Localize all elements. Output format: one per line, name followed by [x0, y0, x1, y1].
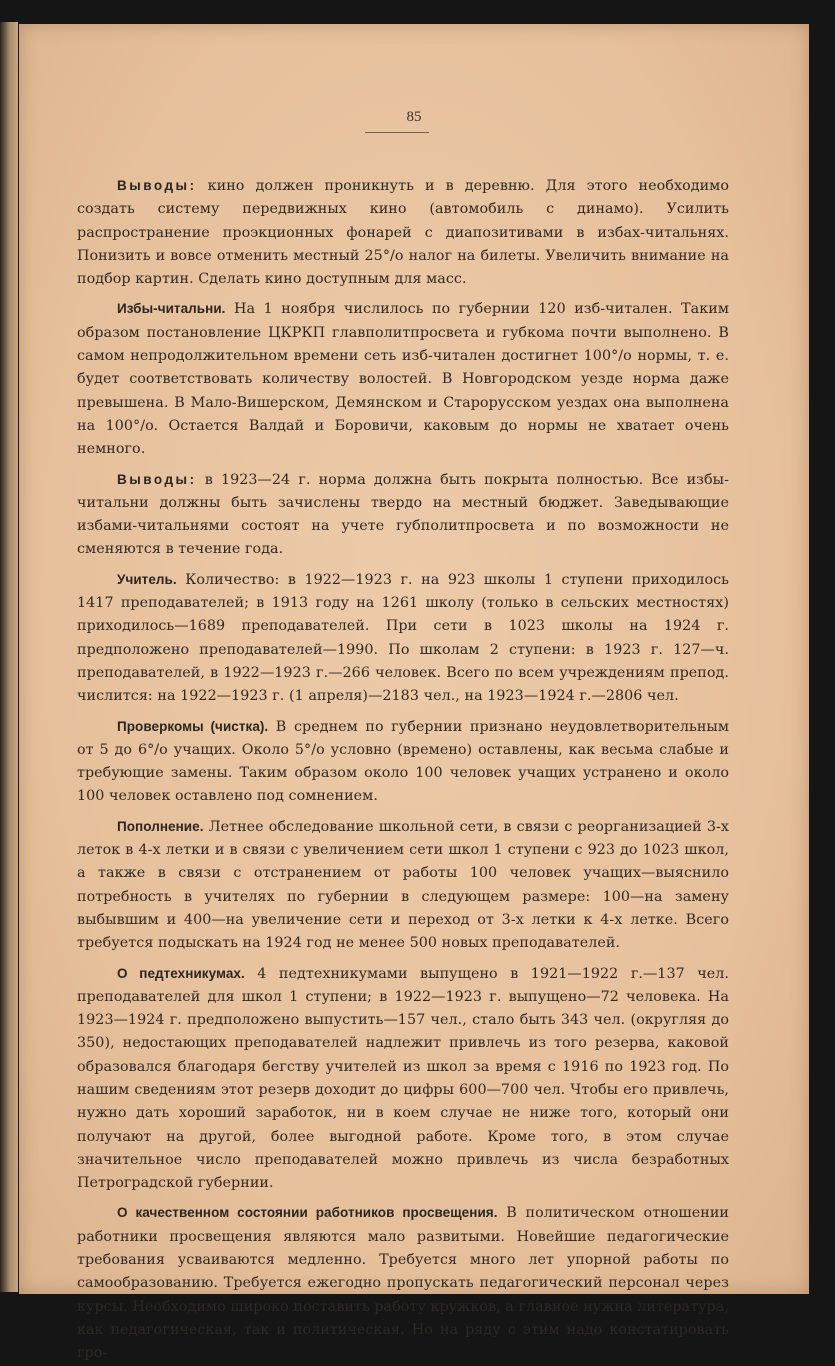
book-page [19, 24, 809, 1362]
paragraph-checks [77, 715, 729, 809]
paragraph-text: В политическом отношении работники просвещения являются мало развитыми. Новейшие педагогические требования усваиваются медленно. Требуется много лет упорной работы по самообразованию. Требуется ежегодно пропускать педагогический персонал через курсы. Необходимо широко поставить работу кружков, а главное нужна литература, как педагогическая, так и политическая. Но на ряду с этим надо констатировать гро- [77, 1205, 729, 1362]
paragraph-text: Летнее обследование школьной сети, в связи с реорганизацией 3-х леток в 4-х летки и в связи с увеличением сети школ 1 ступени с 923 до 1023 школ, а также в связи с отстранением от работы 100 человек учащих—выяснило потребность в учителях по губернии в следующем размере: 100—на замену выбывшим и 400—на увеличение сети и переход от 3-х летки к 4-х летке. Всего требуется подыскать на 1924 год не менее 500 новых преподавателей. [77, 818, 729, 952]
paragraph-replenishment [77, 815, 729, 956]
page-number-rule [365, 132, 429, 133]
paragraph-teacher [77, 568, 729, 709]
paragraph-text: На 1 ноября числилось по губернии 120 изб-читален. Таким образом постановление ЦКРКП главполитпросвета и губкома почти выполнено. В самом непродолжительном времени сеть изб-читален достигнет 100°/o нормы, т. е. будет соответствовать количеству волостей. В Новгородском уезде норма даже превышена. В Мало-Вишерском, Демянском и Старорусском уездах она выполнена на 100°/o. Остается Валдай и Боровичи, каковым до нормы не хватает очень немного. [77, 301, 729, 458]
paragraph-lead: О педтехникумах. [117, 965, 245, 981]
paragraph-text: Количество: в 1922—1923 г. на 923 школы 1 ступени приходилось 1417 преподавателей; в 1913 году на 1261 школу (только в сельских местностях) приходилось—1689 преподавателей. При сети в 1023 школы на 1924 г. предположено преподавателей—1990. По школам 2 ступени: в 1923 г. 127—ч. преподавателей, в 1922—1923 г.—266 человек. Всего по всем учреждениям препод. числится: на 1922—1923 г. (1 апреля)—2183 чел., на 1923—1924 г.—2806 чел. [77, 571, 729, 705]
paragraph-text: в 1923—24 г. норма должна быть покрыта полностью. Все избы-читальни должны быть зачислены твердо на местный бюджет. Заведывающие избами-читальнями состоят на учете губполитпросвета и по возможности не сменяются в течение года. [77, 471, 729, 558]
page-number: 85 [406, 109, 422, 125]
paragraph-lead: Избы-читальни. [117, 301, 226, 317]
paragraph-lead: Пополнение. [117, 818, 204, 834]
paragraph-text: 4 педтехникумами выпущено в 1921—1922 г.—137 чел. преподавателей для школ 1 ступени; в 1922—1923 г. выпущено—72 человека. На 1923—1924 г. предположено выпустить—157 чел., стало быть 343 чел. (округляя до 350), недостающих преподавателей надлежит привлечь из того резерва, каковой образовался благодаря бегству учителей из школ за время с 1916 по 1923 год. По нашим сведениям этот резерв доходит до цифры 600—700 чел. Чтобы его привлечь, нужно дать хороший заработок, ни в коем случае не ниже того, который они получают на другой, более выгодной работе. Кроме того, в этом случае значительное число преподавателей можно привлечь из числа безработных Петроградской губернии. [77, 965, 729, 1192]
paragraph-cinema-conclusions [77, 174, 729, 291]
paragraph-lead: О качественном состоянии работников просвещения. [117, 1205, 498, 1221]
body-text [77, 174, 729, 1366]
paragraph-reading-huts-conclusions [77, 468, 729, 562]
paragraph-lead: Учитель. [117, 571, 177, 587]
paragraph-lead: Выводы: [117, 471, 197, 487]
paragraph-lead: Выводы: [117, 178, 197, 193]
paragraph-text: кино должен проникнуть и в деревню. Для этого необходимо создать систему передвижных кино (автомобиль с динамо). Усилить распространение проэкционных фонарей с диапозитивами в избах-читальнях. Понизить и вовсе отменить местный 25°/o налог на билеты. Увеличить внимание на подбор картин. Сделать кино доступным для масс. [77, 178, 729, 288]
paragraph-lead: Проверкомы (чистка). [117, 718, 269, 734]
adjacent-page-edge [0, 22, 18, 1292]
paragraph-text: В среднем по губернии признано неудовлетворительным от 5 до 6°/o учащих. Около 5°/o условно (времено) оставлены, как весьма слабые и требующие замены. Таким образом около 100 человек учащих устранено и около 100 человек оставлено под сомнением. [77, 718, 729, 805]
paragraph-reading-huts [77, 297, 729, 461]
paragraph-pedagogical-colleges [77, 962, 729, 1196]
paragraph-workers-quality [77, 1201, 729, 1365]
